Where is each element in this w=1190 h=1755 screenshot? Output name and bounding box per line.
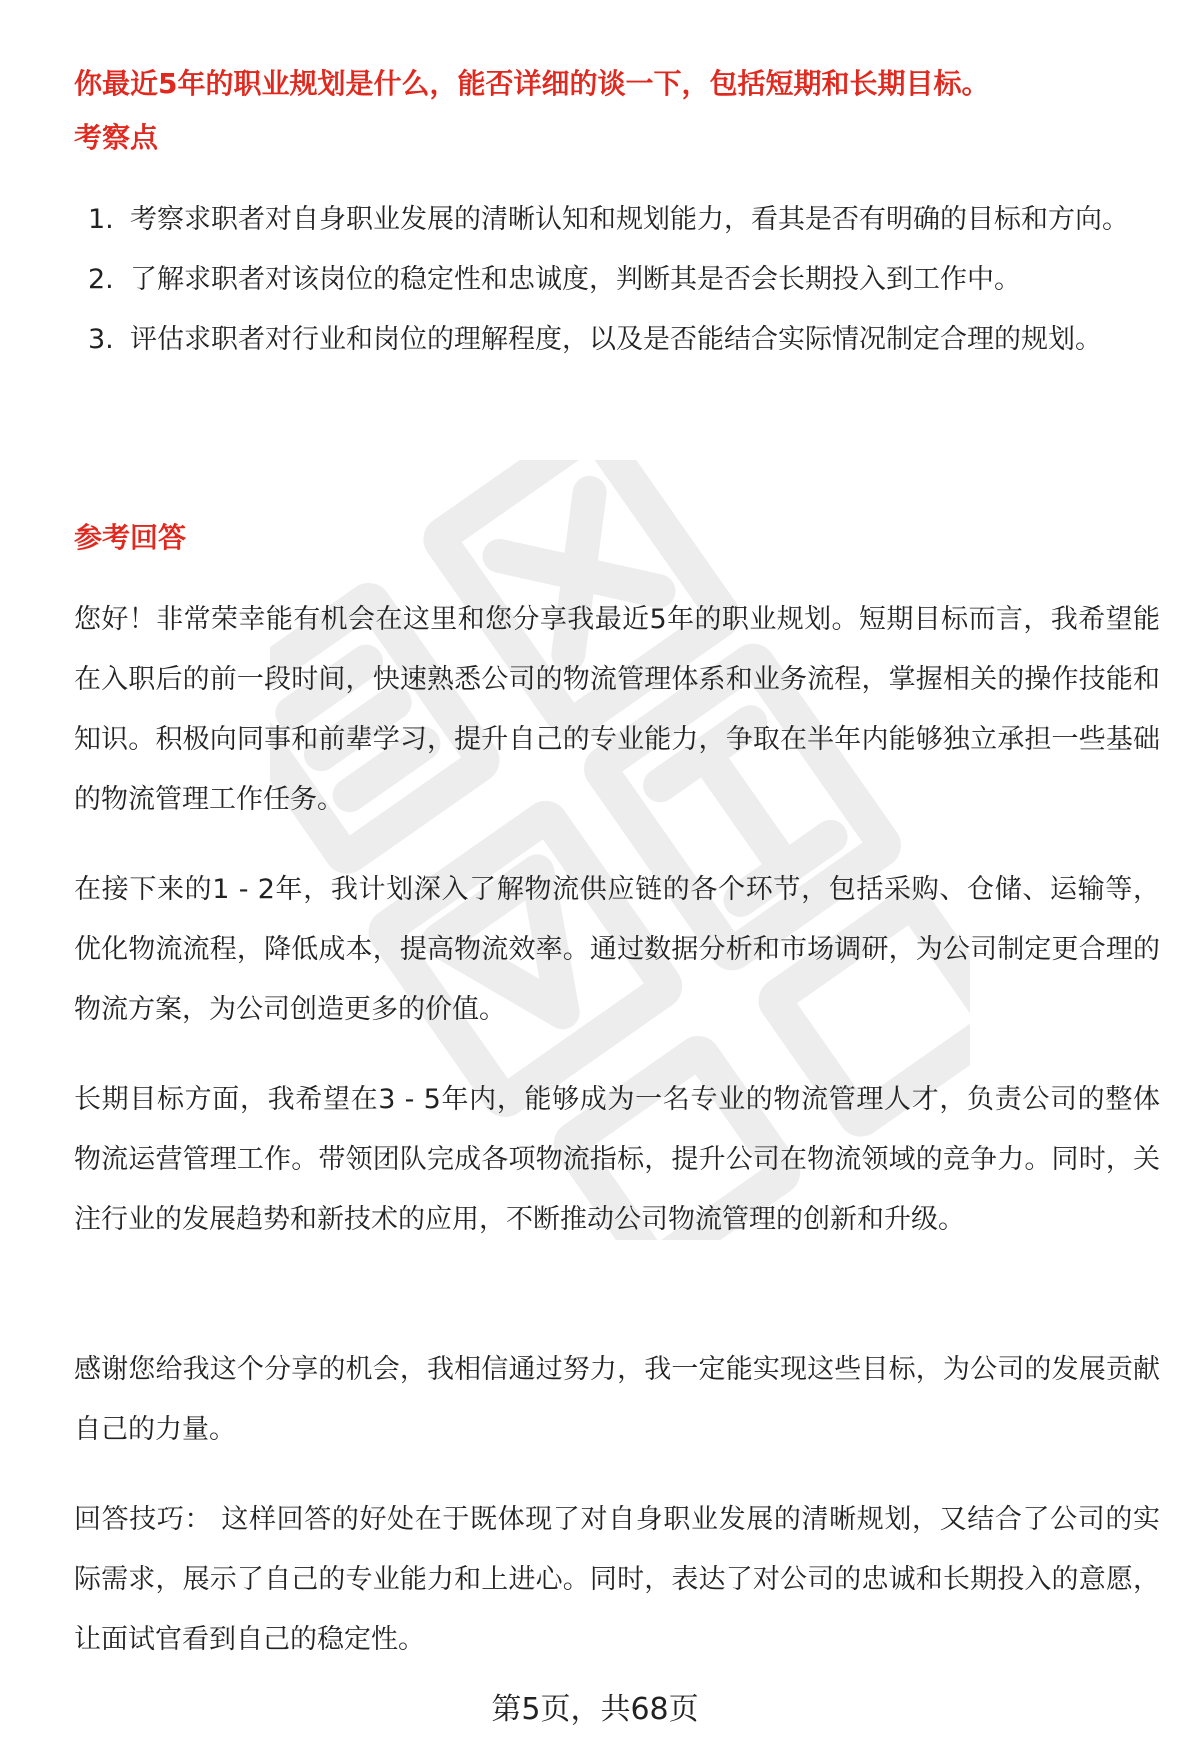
answer-paragraph: 在接下来的1 - 2年，我计划深入了解物流供应链的各个环节，包括采购、仓储、运输等，优化物流流程，降低成本，提高物流效率。通过数据分析和市场调研，为公司制定更合理的物流方案，为公司创造更多的价值。: [74, 874, 1160, 1025]
list-item-number: 1.: [88, 204, 114, 235]
list-item-text: 评估求职者对行业和岗位的理解程度，以及是否能结合实际情况制定合理的规划。: [130, 324, 1102, 355]
answer-paragraph: 您好！非常荣幸能有机会在这里和您分享我最近5年的职业规划。短期目标而言，我希望能在入职后的前一段时间，快速熟悉公司的物流管理体系和业务流程，掌握相关的操作技能和知识。积极向同事和前辈学习，提升自己的专业能力，争取在半年内能够独立承担一些基础的物流管理工作任务。: [74, 604, 1160, 815]
list-item-text: 考察求职者对自身职业发展的清晰认知和规划能力，看其是否有明确的目标和方向。: [130, 204, 1129, 235]
list-item-number: 2.: [88, 264, 114, 295]
list-item: [74, 250, 1154, 310]
list-item-text: 了解求职者对该岗位的稳定性和忠诚度，判断其是否会长期投入到工作中。: [130, 264, 1021, 295]
points-list: [74, 190, 1154, 370]
tips-paragraph: 回答技巧： 这样回答的好处在于既体现了对自身职业发展的清晰规划，又结合了公司的实际需求，展示了自己的专业能力和上进心。同时，表达了对公司的忠诚和长期投入的意愿，让面试官看到自己的稳定性。: [74, 1504, 1160, 1655]
list-item-number: 3.: [88, 324, 114, 355]
list-item: [74, 310, 1154, 370]
answer-paragraph: 长期目标方面，我希望在3 - 5年内，能够成为一名专业的物流管理人才，负责公司的整体物流运营管理工作。带领团队完成各项物流指标，提升公司在物流领域的竞争力。同时，关注行业的发展趋势和新技术的应用，不断推动公司物流管理的创新和升级。: [74, 1084, 1160, 1235]
list-item: [74, 190, 1154, 250]
answer-paragraph: 感谢您给我这个分享的机会，我相信通过努力，我一定能实现这些目标，为公司的发展贡献自己的力量。: [74, 1354, 1160, 1445]
page-number: 第5页，共68页: [491, 1692, 699, 1727]
points-heading: 考察点: [74, 121, 159, 154]
answer-heading: 参考回答: [74, 521, 187, 554]
question-title: 你最近5年的职业规划是什么，能否详细的谈一下，包括短期和长期目标。: [74, 67, 990, 100]
